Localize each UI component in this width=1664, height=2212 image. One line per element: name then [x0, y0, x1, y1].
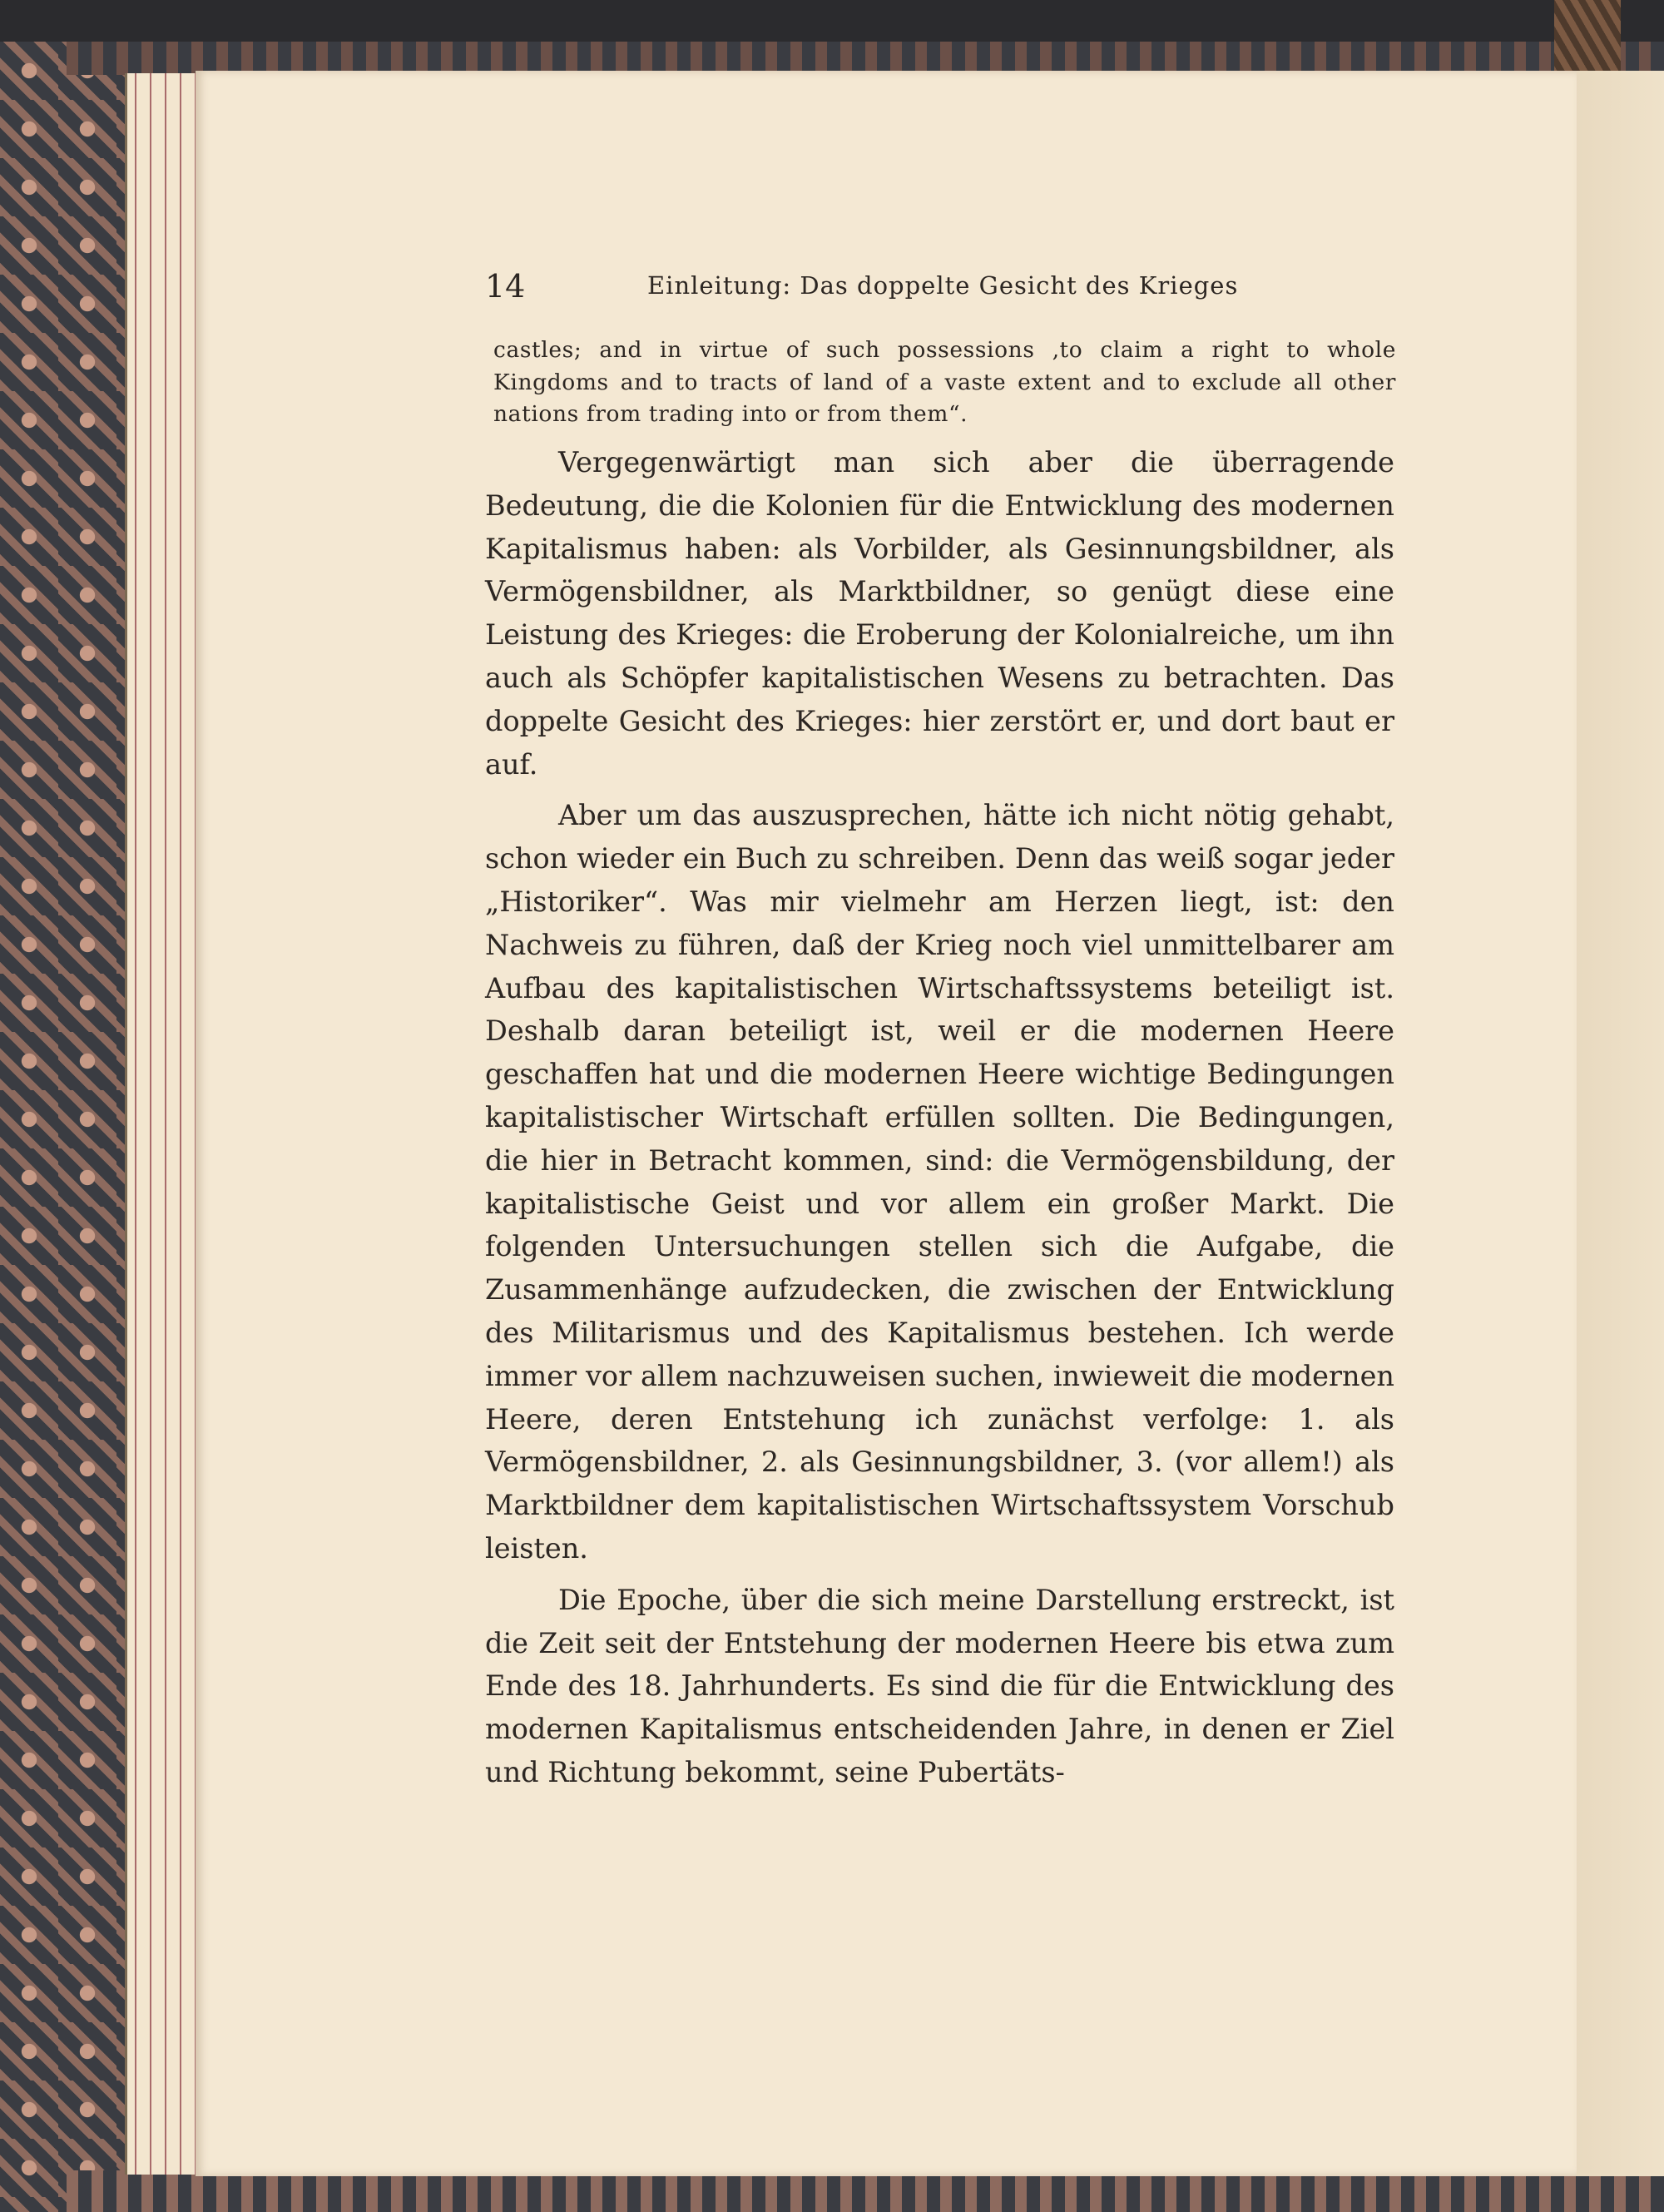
book-cover-bottom-edge — [67, 2170, 1664, 2212]
book-cover-top-edge — [67, 42, 1664, 75]
running-title: Einleitung: Das doppelte Gesicht des Krieges — [647, 271, 1239, 300]
page-header — [485, 268, 1400, 310]
body-text — [485, 441, 1394, 1803]
next-page-edge — [1572, 71, 1664, 2176]
quote-block: castles; and in virtue of such possessions ‚to claim a right to whole Kingdoms and to tracts of land of a vaste extent and to exclude all other nations from trading into or from them“. — [493, 337, 1396, 427]
scan-background — [0, 0, 1664, 46]
paragraph: Die Epoche, über die sich meine Darstellung erstreckt, ist die Zeit seit der Entstehung der modernen Heere bis etwa zum Ende des 18. Jahrhunderts. Es sind die für die Entwicklung des modernen Kapitalismus entscheidenden Jahre, in denen er Ziel und Richtung bekommt, seine Pubertäts- — [485, 1583, 1394, 1788]
paragraph: Vergegenwärtigt man sich aber die überragende Bedeutung, die die Kolonien für die Entwicklung des modernen Kapitalismus haben: als Vorbilder, als Gesinnungsbildner, als Vermögensbildner, als Marktbildner, so genügt diese eine Leistung des Krieges: die Eroberung der Kolonialreiche, um ihn auch als Schöpfer kapitalistischen Wesens zu betrachten. Das doppelte Gesicht des Krieges: hier zerstört er, und dort baut er auf. — [485, 446, 1394, 781]
page-number: 14 — [485, 268, 526, 305]
bookmark-ribbon — [1554, 0, 1621, 79]
paragraph: Aber um das auszusprechen, hätte ich nicht nötig gehabt, schon wieder ein Buch zu schreiben. Denn das weiß sogar jeder „Historiker“. Was mir vielmehr am Herzen liegt, ist: den Nachweis zu führen, daß der Krieg noch viel unmittelbarer am Aufbau des kapitalistischen Wirtschaftssystems beteiligt ist. Deshalb daran beteiligt ist, weil er die modernen Heere geschaffen hat und die modernen Heere wichtige Bedingungen kapitalistischer Wirtschaft erfüllen sollten. Die Bedingungen, die hier in Betracht kommen, sind: die Vermögensbildung, der kapitalistische Geist und vor allem ein großer Markt. Die folgenden Untersuchungen stellen sich die Aufgabe, die Zusammenhänge aufzudecken, die zwischen der Entwicklung des Militarismus und des Kapitalismus bestehen. Ich werde immer vor allem nachzuweisen suchen, inwieweit die modernen Heere, deren Entstehung ich zunächst verfolge: 1. als Vermögensbildner, 2. als Gesinnungsbildner, 3. (vor allem!) als Marktbildner dem kapitalistischen Wirtschaftssystem Vorschub leisten. — [485, 799, 1394, 1565]
